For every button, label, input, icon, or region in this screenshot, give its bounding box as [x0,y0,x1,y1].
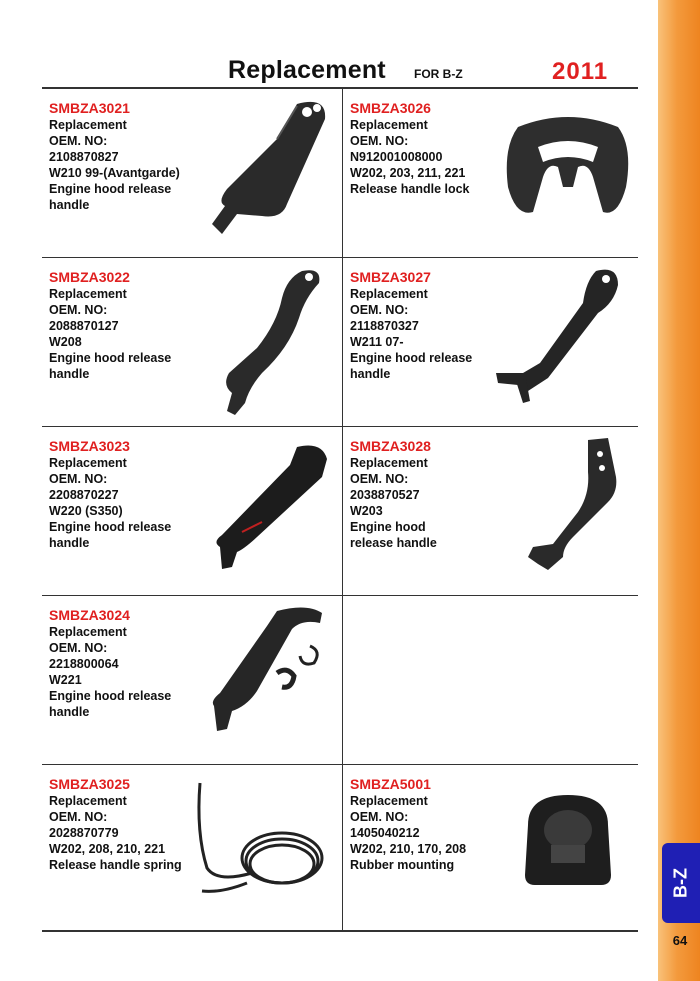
product-line: Rubber mounting [350,858,455,872]
hood-release-handle-icon [182,601,337,756]
product-line: handle [49,536,90,550]
handle-lock-clip-icon [498,107,638,227]
product-line: 2038870527 [350,488,420,502]
product-line: W221 [49,673,82,687]
product-line: Engine hood [350,520,426,534]
product-line: Replacement [49,456,127,470]
product-info [350,775,520,873]
product-line: handle [49,367,90,381]
hood-release-handle-icon [478,432,638,592]
product-line: Replacement [49,794,127,808]
product-line: Engine hood release [49,351,172,365]
product-line: Replacement [350,287,428,301]
product-line: OEM. NO: [350,472,409,486]
product-code: SMBZA3023 [49,438,130,454]
hood-release-handle-icon [478,263,638,423]
product-line: N912001008000 [350,150,443,164]
catalog-year: 2011 [552,58,609,85]
product-line: Engine hood release [350,351,473,365]
product-card[interactable] [343,89,641,257]
product-line: Release handle lock [350,182,470,196]
product-line: W208 [49,335,82,349]
product-line: W203 [350,504,383,518]
product-line: W202, 203, 211, 221 [350,166,466,180]
product-line: Engine hood release [49,689,172,703]
product-line: 2218800064 [49,657,119,671]
product-line: 2088870127 [49,319,119,333]
section-tab-label: B-Z [670,868,691,898]
product-line: release handle [350,536,437,550]
product-line: handle [49,705,90,719]
product-line: Engine hood release [49,182,172,196]
page-subtitle: FOR B-Z [414,67,463,81]
product-line: OEM. NO: [49,303,108,317]
product-card[interactable] [42,596,340,764]
product-line: OEM. NO: [350,134,409,148]
column-divider [342,596,343,764]
product-line: Replacement [350,794,428,808]
product-line: 1405040212 [350,826,420,840]
product-line: OEM. NO: [49,810,108,824]
product-code: SMBZA3024 [49,607,130,623]
product-card[interactable] [42,427,340,595]
product-card[interactable] [343,765,641,933]
page-number: 64 [672,933,688,948]
product-line: 2118870327 [350,319,419,333]
product-line: handle [49,198,90,212]
hood-release-handle-icon [177,263,337,423]
product-code: SMBZA3028 [350,438,431,454]
product-line: Engine hood release [49,520,172,534]
product-card[interactable] [343,258,641,426]
product-line: Replacement [350,118,428,132]
product-line: W202, 208, 210, 221 [49,842,166,856]
page-title: Replacement [228,56,386,84]
product-card[interactable] [42,765,340,933]
product-line: 2208870227 [49,488,119,502]
product-line: W220 (S350) [49,504,123,518]
product-line: 2028870779 [49,826,119,840]
product-line: Replacement [49,118,127,132]
product-line: Release handle spring [49,858,182,872]
product-line: Replacement [49,287,127,301]
product-card[interactable] [343,427,641,595]
product-line: OEM. NO: [350,303,409,317]
product-line: W202, 210, 170, 208 [350,842,467,856]
product-grid [42,89,638,932]
hood-release-handle-icon [177,94,337,249]
hood-release-handle-icon [182,437,337,587]
product-line: 2108870827 [49,150,119,164]
product-code: SMBZA3021 [49,100,130,116]
product-line: OEM. NO: [49,134,108,148]
product-code: SMBZA3026 [350,100,431,116]
product-line: W211 07- [350,335,404,349]
product-card[interactable] [42,89,340,257]
product-line: Replacement [350,456,428,470]
release-spring-icon [192,773,337,923]
sidebar-strip [658,0,700,981]
rubber-mounting-icon [503,785,633,895]
product-code: SMBZA3027 [350,269,431,285]
product-line: OEM. NO: [350,810,409,824]
product-info [350,99,520,197]
product-card[interactable] [42,258,340,426]
product-code: SMBZA5001 [350,776,431,792]
product-line: OEM. NO: [49,472,108,486]
product-line: handle [350,367,391,381]
product-code: SMBZA3025 [49,776,130,792]
product-code: SMBZA3022 [49,269,130,285]
product-line: Replacement [49,625,127,639]
product-line: W210 99-(Avantgarde) [49,166,180,180]
product-line: OEM. NO: [49,641,108,655]
